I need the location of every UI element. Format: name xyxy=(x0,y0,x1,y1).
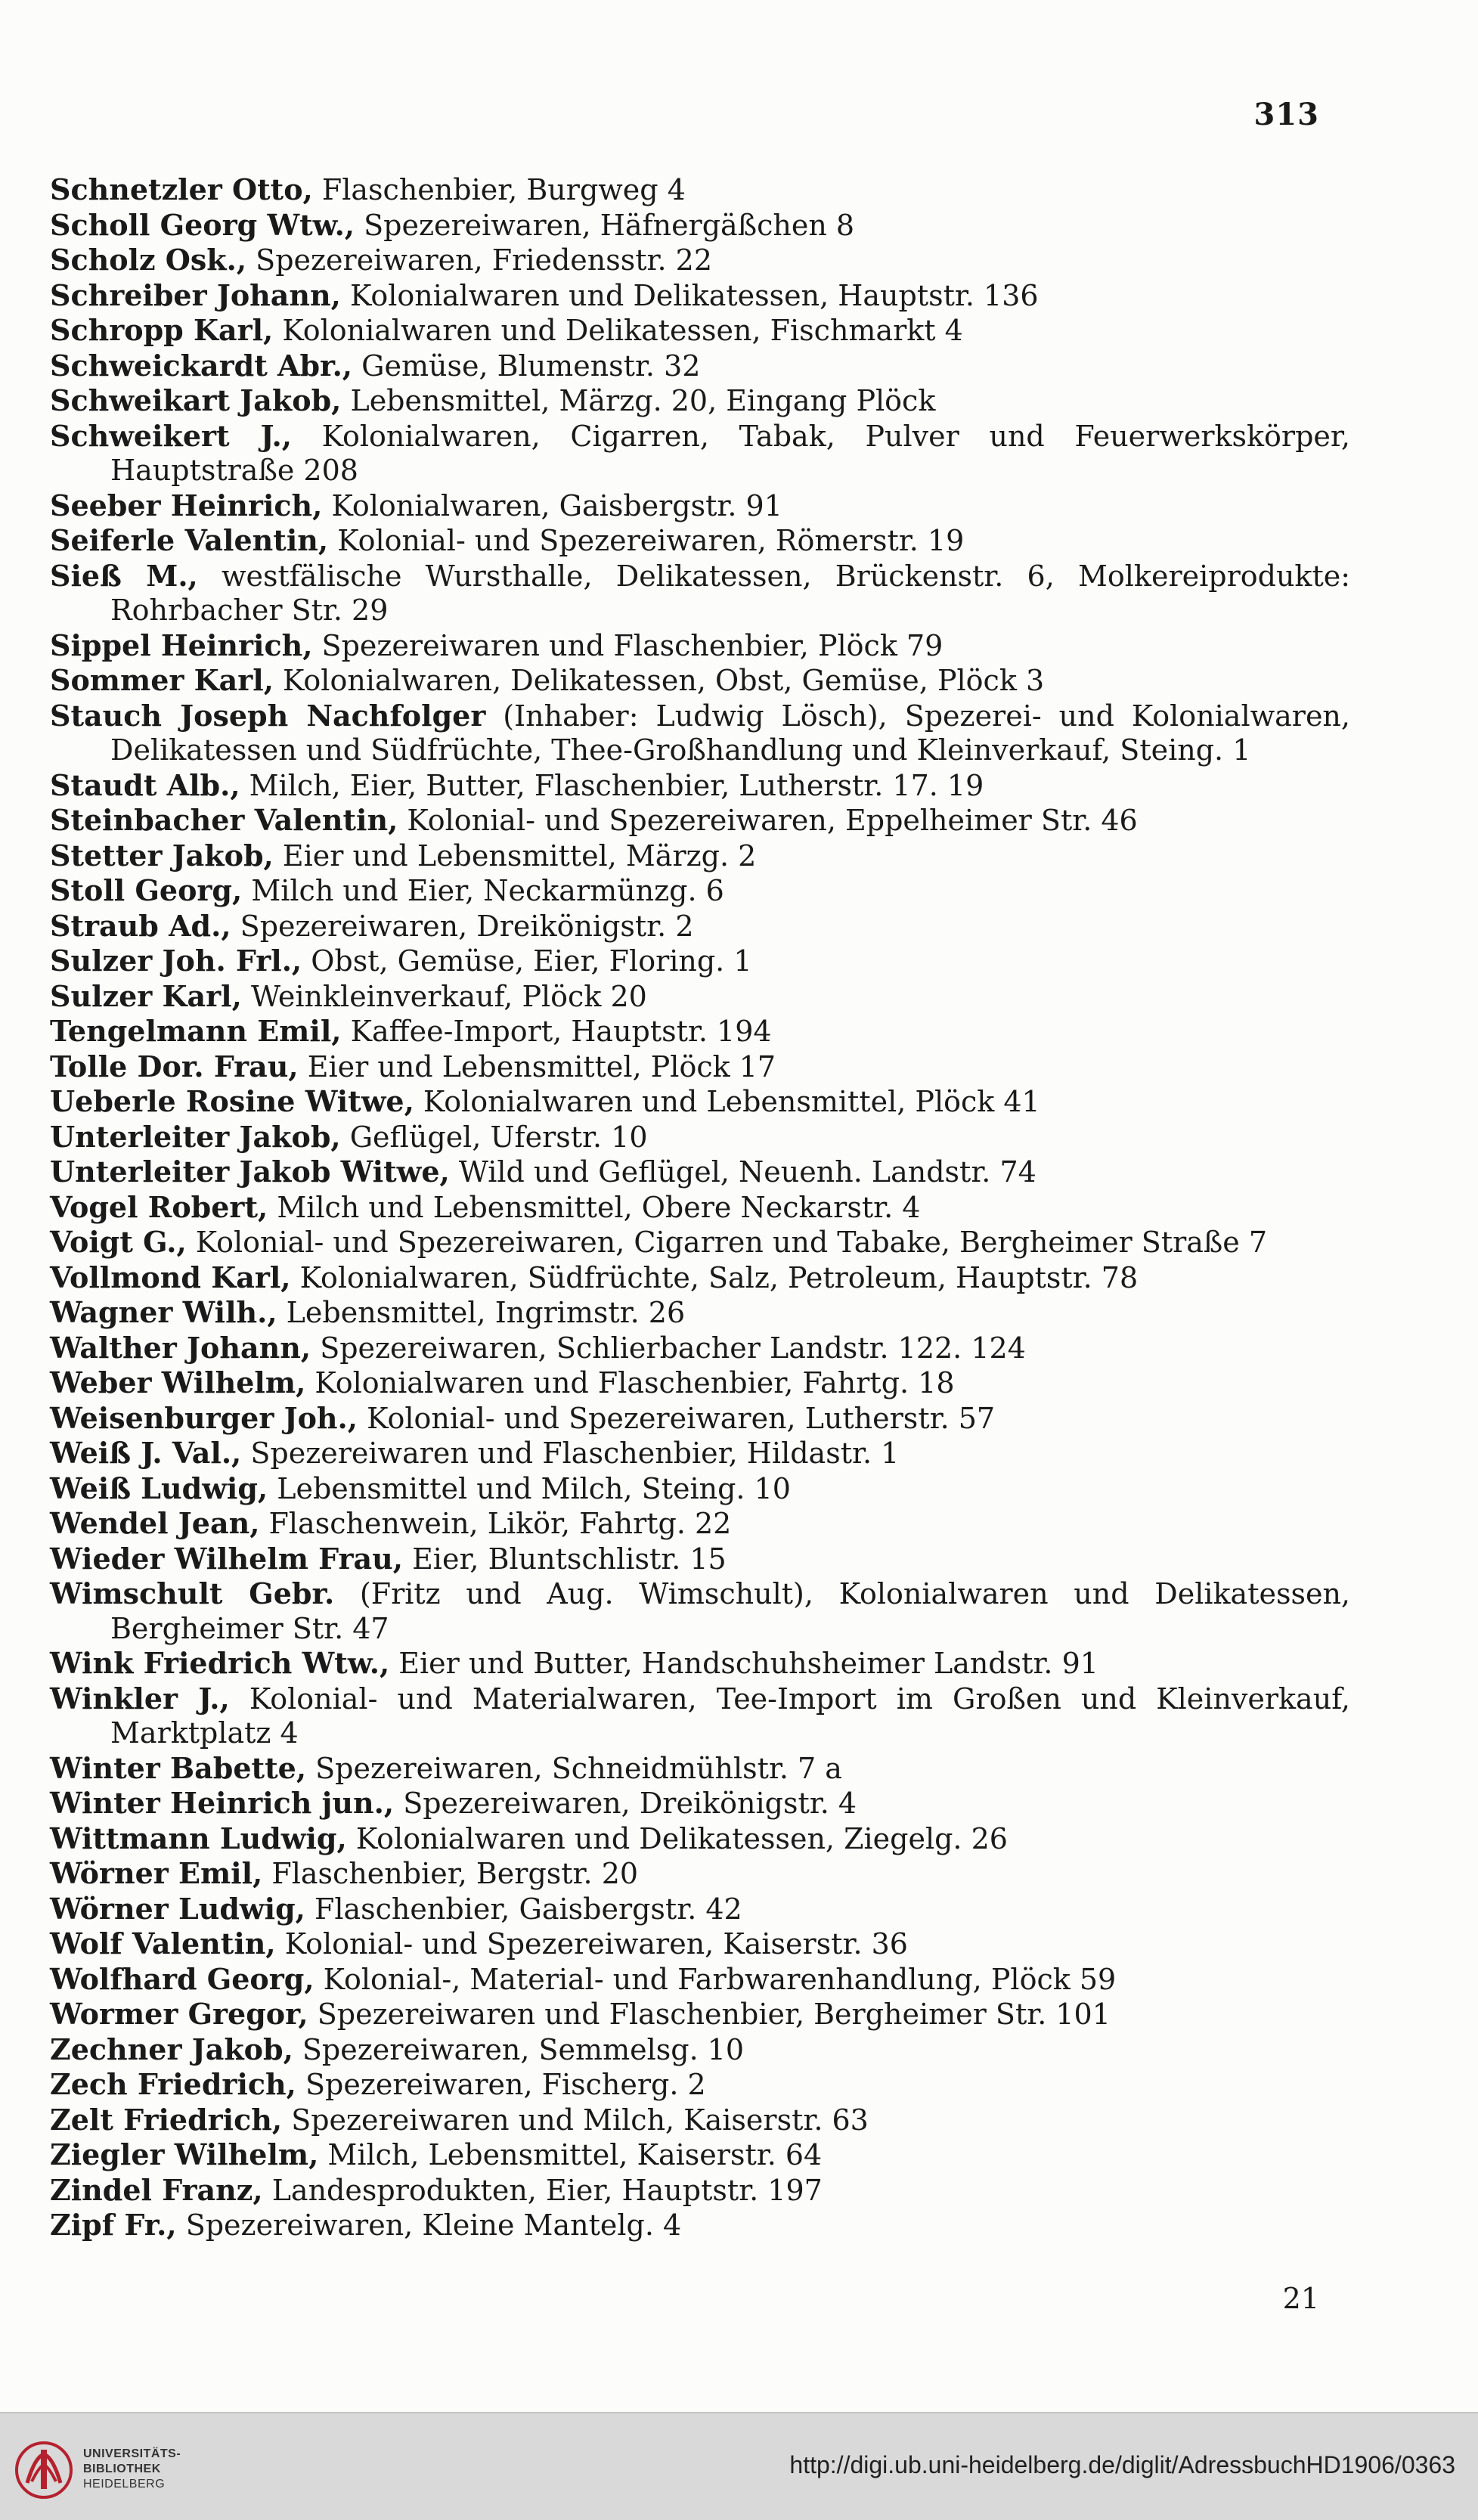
directory-entry xyxy=(50,1225,1350,1260)
entry-description: Spezereiwaren, Friedensstr. 22 xyxy=(246,243,713,277)
directory-entry xyxy=(50,1646,1350,1682)
entry-description: Spezereiwaren und Flaschenbier, Bergheimer Str. 101 xyxy=(308,1998,1111,2031)
directory-entry xyxy=(50,1997,1350,2032)
directory-entry xyxy=(50,944,1350,979)
entry-description: Kolonialwaren und Flaschenbier, Fahrtg. 18 xyxy=(305,1366,955,1399)
entry-description: Gemüse, Blumenstr. 32 xyxy=(352,349,701,383)
entry-name: Schropp Karl, xyxy=(50,313,274,347)
entry-description: Kolonial- und Spezereiwaren, Römerstr. 19 xyxy=(328,524,965,557)
directory-entry xyxy=(50,1014,1350,1049)
directory-entry xyxy=(50,1155,1350,1190)
entry-description: Milch, Lebensmittel, Kaiserstr. 64 xyxy=(318,2138,823,2171)
entry-name: Sulzer Joh. Frl., xyxy=(50,944,302,978)
directory-entry xyxy=(50,1331,1350,1366)
entry-description: Kaffee-Import, Hauptstr. 194 xyxy=(341,1015,772,1048)
directory-entry xyxy=(50,2103,1350,2138)
directory-entry xyxy=(50,419,1350,488)
directory-entry xyxy=(50,1295,1350,1331)
entry-name: Weisenburger Joh., xyxy=(50,1400,358,1435)
library-name-line-1: UNIVERSITÄTS- xyxy=(83,2447,181,2460)
entry-name: Wink Friedrich Wtw., xyxy=(50,1646,390,1680)
directory-entry xyxy=(50,1821,1350,1857)
entry-description: Kolonial-, Material- und Farbwarenhandlung, Plöck 59 xyxy=(314,1962,1117,1996)
directory-entry xyxy=(50,838,1350,874)
entry-description: Lebensmittel, Ingrimstr. 26 xyxy=(277,1296,686,1329)
entry-name: Winkler J., xyxy=(50,1681,230,1716)
entry-name: Scholl Georg Wtw., xyxy=(50,207,355,242)
directory-entry xyxy=(50,2032,1350,2068)
entry-name: Staudt Alb., xyxy=(50,767,240,802)
entry-description: Eier und Lebensmittel, Märzg. 2 xyxy=(273,838,757,873)
directory-entry xyxy=(50,1926,1350,1962)
directory-entry xyxy=(50,2173,1350,2208)
library-name-line-3: HEIDELBERG xyxy=(83,2478,166,2491)
entry-description: Flaschenwein, Likör, Fahrtg. 22 xyxy=(259,1507,732,1540)
entry-description: Eier, Bluntschlistr. 15 xyxy=(402,1542,727,1576)
entry-description: Eier und Butter, Handschuhsheimer Landstr. 91 xyxy=(389,1647,1098,1680)
entry-name: Zindel Franz, xyxy=(50,2172,263,2207)
entry-description: Kolonialwaren und Delikatessen, Ziegelg. 26 xyxy=(346,1821,1008,1855)
directory-entry xyxy=(50,1542,1350,1577)
entry-name: Stetter Jakob, xyxy=(50,838,274,873)
directory-entry xyxy=(50,313,1350,349)
directory-entry xyxy=(50,2208,1350,2243)
entry-description: Spezereiwaren, Dreikönigstr. 2 xyxy=(231,909,694,943)
entry-description: Milch, Eier, Butter, Flaschenbier, Lutherstr. 17. 19 xyxy=(240,768,984,802)
directory-entry xyxy=(50,1365,1350,1401)
directory-entry xyxy=(50,873,1350,909)
directory-entry xyxy=(50,1506,1350,1542)
directory-entry xyxy=(50,243,1350,278)
entry-name: Wörner Ludwig, xyxy=(50,1891,305,1926)
entry-name: Winter Babette, xyxy=(50,1750,307,1785)
directory-entry xyxy=(50,1682,1350,1751)
directory-entries xyxy=(50,172,1350,2243)
entry-name: Wieder Wilhelm Frau, xyxy=(50,1541,403,1576)
directory-entry xyxy=(50,768,1350,804)
entry-description: Kolonialwaren und Lebensmittel, Plöck 41 xyxy=(414,1085,1040,1118)
entry-name: Straub Ad., xyxy=(50,908,231,943)
directory-entry xyxy=(50,1576,1350,1646)
directory-entry xyxy=(50,699,1350,768)
entry-description: Spezereiwaren, Schneidmühlstr. 7 a xyxy=(306,1751,842,1785)
directory-entry xyxy=(50,208,1350,243)
entry-name: Sieß M., xyxy=(50,558,198,593)
directory-entry xyxy=(50,1751,1350,1787)
entry-name: Schweikart Jakob, xyxy=(50,383,342,417)
entry-description: Kolonialwaren, Cigarren, Tabak, Pulver und Feuerwerkskörper, Hauptstraße 208 xyxy=(110,419,1350,487)
source-url-link[interactable]: http://digi.ub.uni-heidelberg.de/diglit/AdressbuchHD1906/0363 xyxy=(789,2451,1455,2478)
entry-description: Wild und Geflügel, Neuenh. Landstr. 74 xyxy=(449,1155,1036,1189)
entry-name: Seiferle Valentin, xyxy=(50,523,329,557)
entry-name: Schweikert J., xyxy=(50,418,292,453)
entry-description: Flaschenbier, Gaisbergstr. 42 xyxy=(305,1892,742,1926)
entry-description: Kolonial- und Spezereiwaren, Cigarren und Tabake, Bergheimer Straße 7 xyxy=(186,1226,1268,1259)
directory-entry xyxy=(50,278,1350,314)
entry-description: Kolonialwaren und Delikatessen, Hauptstr. 136 xyxy=(340,278,1039,312)
entry-name: Zech Friedrich, xyxy=(50,2067,296,2101)
directory-entry xyxy=(50,1436,1350,1471)
directory-entry xyxy=(50,1190,1350,1226)
entry-name: Wagner Wilh., xyxy=(50,1295,277,1329)
directory-entry xyxy=(50,1049,1350,1085)
entry-name: Schnetzler Otto, xyxy=(50,172,313,206)
printer-signature-mark: 21 xyxy=(1282,2282,1319,2315)
entry-name: Sippel Heinrich, xyxy=(50,628,313,662)
entry-description: Kolonial- und Spezereiwaren, Eppelheimer Str. 46 xyxy=(398,804,1138,837)
entry-description: Kolonial- und Materialwaren, Tee-Import im Großen und Kleinverkauf, Marktplatz 4 xyxy=(110,1682,1350,1750)
directory-entry xyxy=(50,1260,1350,1296)
entry-name: Ziegler Wilhelm, xyxy=(50,2137,319,2171)
entry-name: Wimschult Gebr. xyxy=(50,1576,335,1610)
entry-description: Flaschenbier, Burgweg 4 xyxy=(312,173,686,206)
library-name-line-2: BIBLIOTHEK xyxy=(83,2463,161,2475)
entry-name: Wormer Gregor, xyxy=(50,1997,308,2031)
entry-name: Voigt G., xyxy=(50,1225,187,1259)
entry-description: Kolonialwaren, Gaisbergstr. 91 xyxy=(322,488,782,522)
entry-description: Spezereiwaren, Dreikönigstr. 4 xyxy=(394,1787,857,1820)
entry-name: Weber Wilhelm, xyxy=(50,1365,306,1399)
entry-description: Milch und Eier, Neckarmünzg. 6 xyxy=(242,874,724,907)
entry-description: (Fritz und Aug. Wimschult), Kolonialwaren und Delikatessen, Bergheimer Str. 47 xyxy=(110,1577,1350,1645)
entry-description: Kolonial- und Spezereiwaren, Kaiserstr. 36 xyxy=(275,1927,908,1961)
entry-name: Schweickardt Abr., xyxy=(50,348,353,383)
entry-name: Winter Heinrich jun., xyxy=(50,1786,395,1820)
directory-entry xyxy=(50,2067,1350,2103)
entry-name: Wendel Jean, xyxy=(50,1506,260,1540)
directory-entry xyxy=(50,628,1350,664)
entry-name: Ueberle Rosine Witwe, xyxy=(50,1084,414,1118)
entry-description: Kolonialwaren, Delikatessen, Obst, Gemüse, Plöck 3 xyxy=(273,664,1045,697)
entry-description: (Inhaber: Ludwig Lösch), Spezerei- und Kolonialwaren, Delikatessen und Südfrüchte, Thee-Großhandlung und Kleinverkauf, Steing. 1 xyxy=(110,699,1350,767)
entry-name: Walther Johann, xyxy=(50,1330,311,1365)
entry-name: Scholz Osk., xyxy=(50,243,247,277)
entry-name: Stauch Joseph Nachfolger xyxy=(50,698,486,733)
entry-description: Kolonialwaren und Delikatessen, Fischmarkt 4 xyxy=(273,314,963,347)
library-logo[interactable] xyxy=(14,2436,195,2504)
directory-entry xyxy=(50,523,1350,559)
directory-entry xyxy=(50,1892,1350,1927)
entry-name: Sulzer Karl, xyxy=(50,978,242,1013)
directory-entry xyxy=(50,1786,1350,1821)
entry-description: Spezereiwaren, Kleine Mantelg. 4 xyxy=(176,2208,682,2242)
directory-entry xyxy=(50,1120,1350,1155)
directory-entry xyxy=(50,559,1350,628)
entry-name: Wittmann Ludwig, xyxy=(50,1821,347,1855)
entry-name: Zechner Jakob, xyxy=(50,2032,293,2066)
entry-description: Weinkleinverkauf, Plöck 20 xyxy=(241,979,647,1013)
entry-name: Zipf Fr., xyxy=(50,2208,177,2242)
entry-name: Sommer Karl, xyxy=(50,663,274,697)
directory-entry xyxy=(50,803,1350,838)
entry-description: Geflügel, Uferstr. 10 xyxy=(340,1120,648,1154)
directory-entry xyxy=(50,172,1350,208)
entry-description: Spezereiwaren, Fischerg. 2 xyxy=(296,2068,706,2101)
entry-description: Spezereiwaren und Flaschenbier, Plöck 79 xyxy=(312,628,944,662)
entry-name: Unterleiter Jakob Witwe, xyxy=(50,1155,450,1189)
entry-name: Unterleiter Jakob, xyxy=(50,1119,341,1154)
entry-name: Schreiber Johann, xyxy=(50,277,341,312)
entry-name: Zelt Friedrich, xyxy=(50,2102,283,2137)
entry-name: Stoll Georg, xyxy=(50,873,243,907)
directory-entry xyxy=(50,1471,1350,1507)
entry-name: Weiß J. Val., xyxy=(50,1436,242,1470)
directory-entry xyxy=(50,1856,1350,1892)
entry-name: Vollmond Karl, xyxy=(50,1260,291,1294)
entry-description: Lebensmittel und Milch, Steing. 10 xyxy=(268,1471,791,1505)
entry-name: Tengelmann Emil, xyxy=(50,1014,342,1048)
entry-name: Steinbacher Valentin, xyxy=(50,803,398,837)
entry-description: Spezereiwaren und Flaschenbier, Hildastr. 1 xyxy=(241,1437,900,1470)
entry-description: Lebensmittel, Märzg. 20, Eingang Plöck xyxy=(341,384,936,417)
library-name xyxy=(83,2447,181,2492)
directory-entry xyxy=(50,488,1350,524)
directory-entry xyxy=(50,383,1350,419)
entry-description: Landesprodukten, Eier, Hauptstr. 197 xyxy=(262,2173,823,2207)
entry-name: Wolf Valentin, xyxy=(50,1926,276,1961)
entry-name: Tolle Dor. Frau, xyxy=(50,1049,299,1083)
directory-entry xyxy=(50,1401,1350,1437)
entry-description: Flaschenbier, Bergstr. 20 xyxy=(262,1857,639,1890)
entry-description: Kolonial- und Spezereiwaren, Lutherstr. 57 xyxy=(358,1401,996,1435)
entry-description: Spezereiwaren und Milch, Kaiserstr. 63 xyxy=(282,2103,869,2137)
entry-name: Wörner Emil, xyxy=(50,1856,263,1890)
entry-description: Spezereiwaren, Semmelsg. 10 xyxy=(293,2032,745,2066)
directory-entry xyxy=(50,1962,1350,1998)
directory-entry xyxy=(50,1084,1350,1120)
entry-name: Wolfhard Georg, xyxy=(50,1961,315,1996)
entry-description: Kolonialwaren, Südfrüchte, Salz, Petroleum, Hauptstr. 78 xyxy=(290,1260,1139,1294)
directory-entry xyxy=(50,2137,1350,2173)
entry-description: Eier und Lebensmittel, Plöck 17 xyxy=(298,1049,776,1083)
directory-entry xyxy=(50,663,1350,699)
entry-description: Obst, Gemüse, Eier, Floring. 1 xyxy=(302,944,752,978)
directory-entry xyxy=(50,979,1350,1015)
entry-name: Weiß Ludwig, xyxy=(50,1471,268,1505)
directory-entry xyxy=(50,349,1350,384)
library-seal-icon xyxy=(14,2436,74,2504)
page-number: 313 xyxy=(1253,97,1319,132)
directory-entry xyxy=(50,909,1350,944)
entry-description: Spezereiwaren, Häfnergäßchen 8 xyxy=(355,208,855,242)
entry-name: Seeber Heinrich, xyxy=(50,488,323,522)
entry-name: Vogel Robert, xyxy=(50,1189,268,1224)
viewer-footer xyxy=(0,2412,1478,2520)
entry-description: westfälische Wursthalle, Delikatessen, Brückenstr. 6, Molkereiprodukte: Rohrbacher Str. 29 xyxy=(110,559,1350,627)
entry-description: Milch und Lebensmittel, Obere Neckarstr. 4 xyxy=(268,1190,921,1224)
entry-description: Spezereiwaren, Schlierbacher Landstr. 122. 124 xyxy=(311,1331,1026,1365)
